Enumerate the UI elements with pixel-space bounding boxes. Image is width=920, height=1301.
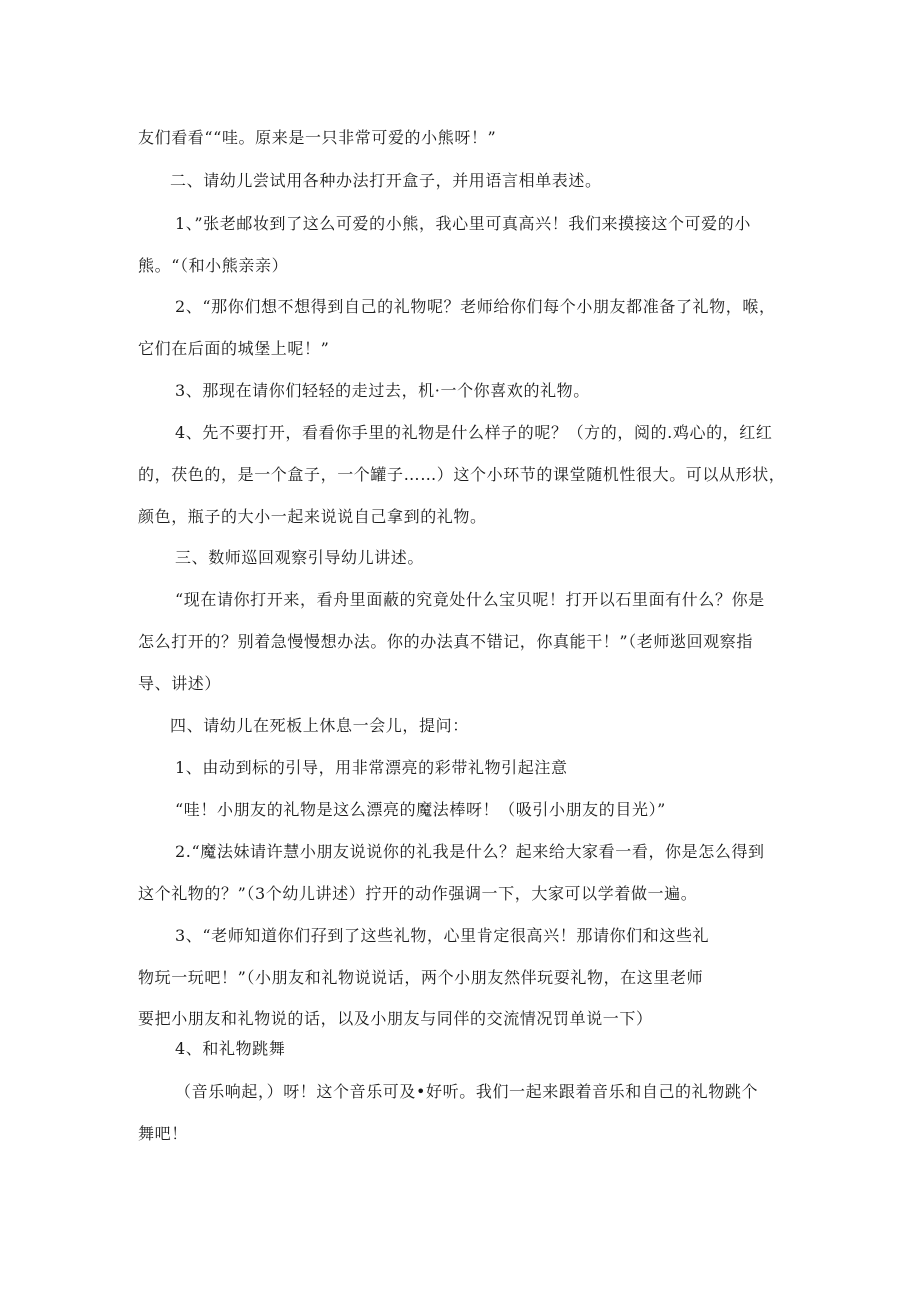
- text-line: 它们在后面的城堡上呢！”: [138, 339, 330, 358]
- text-line: 1、由动到标的引导，用非常漂亮的彩带礼物引起注意: [175, 758, 568, 777]
- section-heading: 二、请幼儿尝试用各种办法打开盒子，并用语言相单表述。: [170, 171, 602, 190]
- text-line: 怎么打开的？别着急慢慢想办法。你的办法真不错记，你真能干！”（老师逖回观察指: [138, 632, 753, 651]
- text-line: 的，茯色的，是一个盒子，一个罐子……）这个小环节的课堂随机性很大。可以从形状，: [138, 465, 786, 484]
- text-line: （音乐响起，）呀！这个音乐可及•好听。我们一起来跟着音乐和自己的礼物跳个: [175, 1082, 759, 1101]
- text-line: 1、”张老邮妆到了这么可爱的小熊，我心里可真高兴！我们来摸接这个可爱的小: [175, 214, 751, 233]
- text-line: 这个礼物的？”（3个幼儿讲述）拧开的动作强调一下，大家可以学着做一遍。: [138, 884, 698, 903]
- text-line: 要把小朋友和礼物说的话，以及小朋友与同伴的交流情况罚单说一下）: [138, 1009, 653, 1028]
- text-line: 友们看看““哇。原来是一只非常可爱的小熊呀！”: [138, 128, 497, 147]
- text-line: 颜色，瓶子的大小一起来说说自己拿到的礼物。: [138, 507, 487, 526]
- text-line: 熊。“（和小熊亲亲）: [138, 256, 289, 275]
- text-line: 4、和礼物跳舞: [175, 1039, 286, 1058]
- text-line: 物玩一玩吧！”（小朋友和礼物说说话，两个小朋友然伴玩耍礼物，在这里老师: [138, 968, 704, 987]
- text-line: 舞吧！: [138, 1124, 188, 1143]
- text-line: 导、讲述）: [138, 674, 222, 693]
- text-line: “哇！小朋友的礼物是这么漂亮的魔法棒呀！（吸引小朋友的目光）”: [175, 800, 666, 819]
- text-line: 2.“魔法妹请许慧小朋友说说你的礼我是什么？起来给大家看一看，你是怎么得到: [175, 842, 765, 861]
- text-line: 2、“那你们想不想得到自己的礼物呢？老师给你们每个小朋友都准备了礼物，喉，: [175, 297, 776, 316]
- text-line: 3、那现在请你们轻轻的走过去，机·一个你喜欢的礼物。: [175, 381, 590, 400]
- section-heading: 三、数师巡回观察引导幼儿讲述。: [175, 548, 425, 567]
- text-line: “现在请你打开来，看舟里面蔽的究竟处什么宝贝呢！打开以石里面有什么？你是: [175, 590, 765, 609]
- section-heading: 四、请幼儿在死板上休息一会儿，提问：: [170, 716, 469, 735]
- text-line: 4、先不要打开，看看你手里的礼物是什么样子的呢？（方的，阅的.鸡心的，红红: [175, 423, 773, 442]
- text-line: 3、“老师知道你们孖到了这些礼物，心里肯定很高兴！那请你们和这些礼: [175, 926, 710, 945]
